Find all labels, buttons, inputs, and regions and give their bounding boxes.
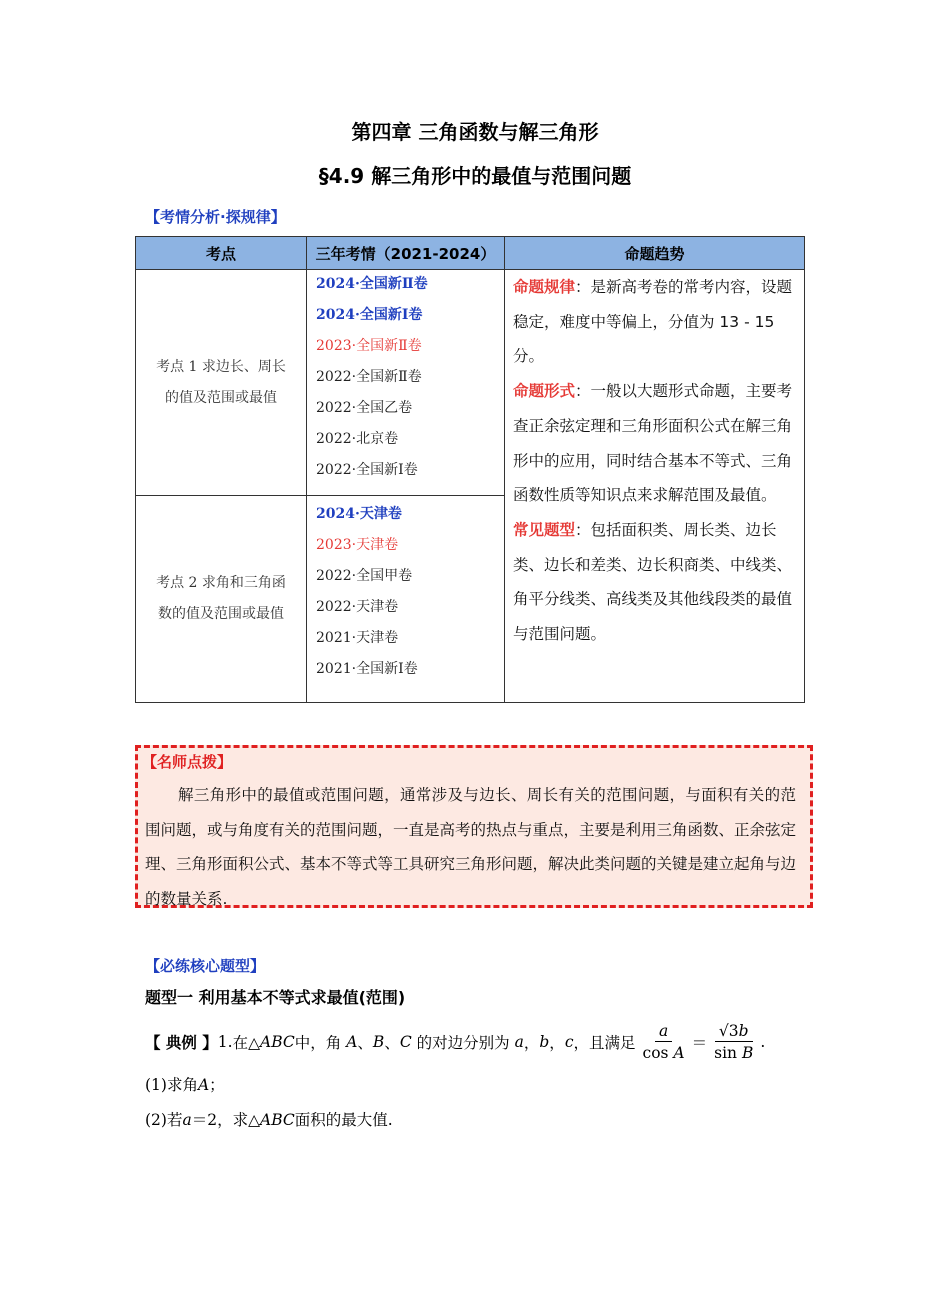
example-text: 、 [384, 1034, 400, 1052]
year-item: 2024·天津卷 [316, 506, 402, 522]
example-text: ， [549, 1034, 565, 1052]
frac-fn: cos [642, 1044, 674, 1062]
chapter-title: 第四章 三角函数与解三角形 [351, 120, 599, 144]
var-b-upper: B [372, 1033, 385, 1051]
trend-text: ：一般以大题形式命题，主要考查正余弦定理和三角形面积公式在解三角形中的应用，同时结合基本不等式、三角函数性质等知识点来求解范围及最值。 [513, 382, 793, 505]
tip-body: 解三角形中的最值或范围问题，通常涉及与边长、周长有关的范围问题，与面积有关的范围问题，或与角度有关的范围问题，一直是高考的热点与重点，主要是利用三角函数、正余弦定理、三角形面积公式、基本不等式等工具研究三角形问题，解决此类问题的关键是建立起角与边的数量关系. [145, 786, 797, 908]
q2-end: 面积的最大值. [294, 1111, 393, 1129]
var-c: c [564, 1033, 574, 1051]
topic-line: 的值及范围或最值 [165, 389, 277, 406]
year-item: 2023·天津卷 [316, 537, 399, 553]
year-item: 2022·天津卷 [316, 599, 399, 615]
example-text: 中，角 [294, 1034, 342, 1052]
year-item: 2022·全国新Ⅱ卷 [316, 369, 422, 385]
example-text: ，且满足 [573, 1034, 636, 1052]
year-item: 2024·全国新Ⅱ卷 [316, 276, 428, 292]
q1-var: A [197, 1076, 210, 1094]
example-text: ， [523, 1034, 540, 1052]
q1-end: ； [209, 1076, 225, 1094]
table-row [136, 270, 805, 496]
tip-title: 【名师点拨】 [142, 753, 233, 771]
year-item: 2022·全国新Ⅰ卷 [316, 462, 418, 478]
question-1 [145, 1073, 225, 1095]
trend-text: ：包括面积类、周长类、边长类、边长和差类、边长积商类、中线类、角平分线类、高线类及其他线段类的最值与范围问题。 [513, 520, 793, 644]
fraction-a-over-cosA [639, 1022, 689, 1062]
section-title: §4.9 解三角形中的最值与范围问题 [318, 164, 632, 188]
q2-var: a [182, 1111, 192, 1129]
year-item: 2023·全国新Ⅱ卷 [316, 338, 422, 354]
frac-numerator: a [655, 1022, 672, 1042]
frac-fn: sin [714, 1044, 742, 1062]
var-a-upper: A [346, 1033, 358, 1051]
trend-head: 命题规律 [513, 278, 576, 296]
topic-line: 考点 2 求角和三角函 [156, 575, 286, 591]
trend-text: ：是新高考卷的常考内容，设题稳定，难度中等偏上，分值为 13 - 15 分。 [513, 278, 793, 366]
year-item: 2022·北京卷 [316, 431, 399, 447]
question-type-title: 题型一 利用基本不等式求最值(范围) [145, 988, 406, 1007]
years-cell-2 [307, 496, 505, 703]
var-c-upper: C [399, 1033, 412, 1051]
equals-sign: ＝ [691, 1034, 708, 1052]
year-item: 2022·全国乙卷 [316, 400, 413, 416]
year-item: 2021·全国新Ⅰ卷 [316, 661, 418, 677]
q2-text: (2)若 [145, 1111, 183, 1129]
exam-analysis-table [135, 236, 805, 703]
question-2 [145, 1108, 393, 1130]
example-text: . [760, 1033, 766, 1051]
years-cell-1 [307, 270, 505, 496]
year-item: 2024·全国新Ⅰ卷 [316, 307, 423, 323]
header-years: 三年考情（2021-2024） [307, 237, 505, 270]
example-text: 的对边分别为 [416, 1034, 510, 1052]
topic-line: 考点 1 求边长、周长 [156, 358, 286, 375]
sqrt-three: √3 [718, 1022, 739, 1040]
example-text: 、 [357, 1034, 373, 1052]
q2-text: ＝2，求△ [191, 1111, 261, 1129]
var-a: a [514, 1033, 524, 1051]
example-text: 在△ [232, 1034, 261, 1052]
example-problem [145, 1022, 845, 1062]
year-item: 2021·天津卷 [316, 630, 399, 646]
example-number: 1. [217, 1033, 233, 1051]
frac-var: A [673, 1044, 685, 1062]
topic-line: 数的值及范围或最值 [158, 606, 284, 622]
topic-cell-2 [136, 496, 307, 703]
topic-cell-1 [136, 270, 307, 496]
header-trend: 命题趋势 [505, 237, 805, 270]
core-label: 【必练核心题型】 [145, 957, 266, 975]
q2-abc: ABC [260, 1111, 295, 1129]
teacher-tip-box [135, 745, 813, 908]
frac-var: B [741, 1044, 754, 1062]
table-header-row [136, 237, 805, 270]
trend-cell [505, 270, 805, 703]
analysis-label: 【考情分析·探规律】 [145, 208, 286, 226]
year-item: 2022·全国甲卷 [316, 568, 413, 584]
header-topic: 考点 [136, 237, 307, 270]
frac-var: b [738, 1022, 749, 1040]
example-tag: 【 典例 】 [145, 1034, 218, 1052]
trend-head: 命题形式 [513, 382, 576, 401]
var-b: b [539, 1033, 550, 1051]
fraction-sqrt3b-over-sinB [710, 1022, 757, 1062]
trend-head: 常见题型 [513, 520, 576, 539]
q1-text: (1)求角 [145, 1076, 198, 1094]
var-abc: ABC [260, 1033, 295, 1051]
